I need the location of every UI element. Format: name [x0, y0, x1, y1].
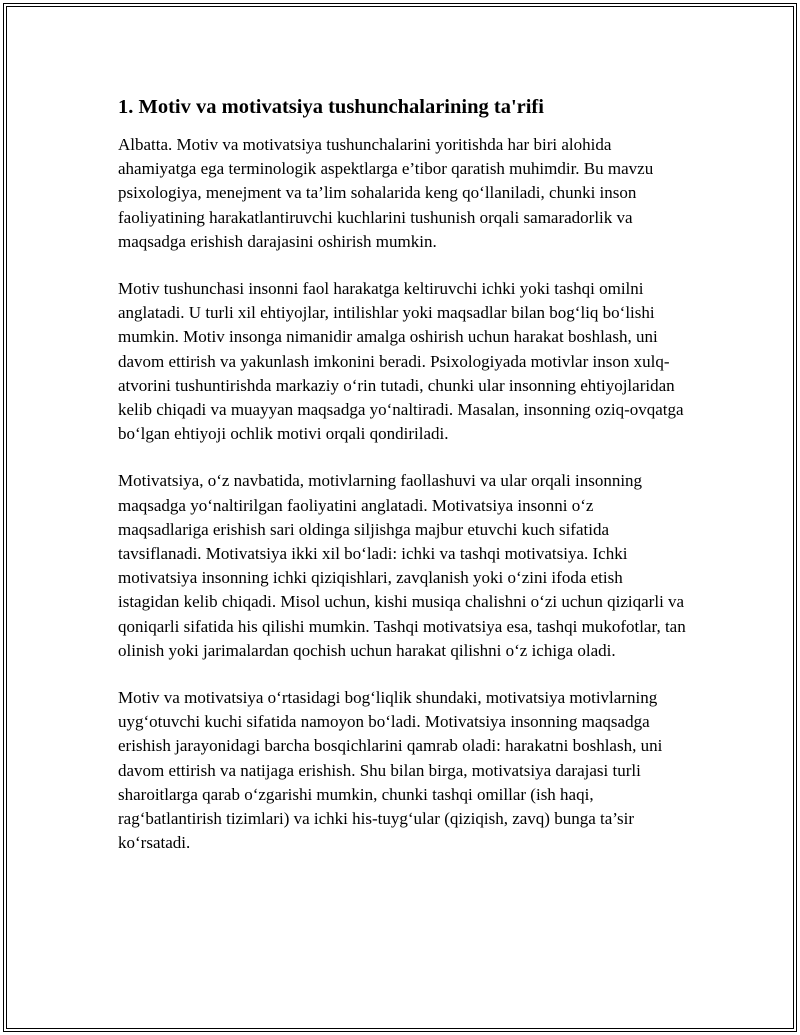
- document-body: [118, 93, 688, 878]
- paragraph-1: Albatta. Motiv va motivatsiya tushunchalarini yoritishda har biri alohida ahamiyatga ega terminologik aspektlarga e’tibor qaratish muhimdir. Bu mavzu psixologiya, menejment va ta’lim sohalarida keng qo‘llaniladi, chunki inson faoliyatining harakatlantiruvchi kuchlarini tushunish orqali samaradorlik va maqsadga erishish darajasini oshirish mumkin.: [118, 135, 654, 251]
- paragraph-4: Motiv va motivatsiya o‘rtasidagi bog‘liqlik shundaki, motivatsiya motivlarning uyg‘otuvchi kuchi sifatida namoyon bo‘ladi. Motivatsiya insonning maqsadga erishish jarayonidagi barcha bosqichlarini qamrab oladi: harakatni boshlash, uni davom ettirish va natijaga erishish. Shu bilan birga, motivatsiya darajasi turli sharoitlarga qarab o‘zgarishi mumkin, chunki tashqi omillar (ish haqi, rag‘batlantirish tizimlari) va ichki his-tuyg‘ular (qiziqish, zavq) bunga ta’sir ko‘rsatadi.: [118, 688, 663, 853]
- paragraph-2: Motiv tushunchasi insonni faol harakatga keltiruvchi ichki yoki tashqi omilni anglatadi. U turli xil ehtiyojlar, intilishlar yoki maqsadlar bilan bog‘liq bo‘lishi mumkin. Motiv insonga nimanidir amalga oshirish uchun harakat boshlash, uni davom ettirish va yakunlash imkonini beradi. Psixologiyada motivlar inson xulq-atvorini tushuntirishda markaziy o‘rin tutadi, chunki ular insonning ehtiyojlaridan kelib chiqadi va muayyan maqsadga yo‘naltiradi. Masalan, insonning oziq-ovqatga bo‘lgan ehtiyoji ochlik motivi orqali qondiriladi.: [118, 279, 684, 444]
- document-title: 1. Motiv va motivatsiya tushunchalarining ta'rifi: [118, 96, 544, 118]
- paragraph-3: Motivatsiya, o‘z navbatida, motivlarning faollashuvi va ular orqali insonning maqsadga yo‘naltirilgan faoliyatini anglatadi. Motivatsiya insonni o‘z maqsadlariga erishish sari oldinga siljishga majbur etuvchi kuch sifatida tavsiflanadi. Motivatsiya ikki xil bo‘ladi: ichki va tashqi motivatsiya. Ichki motivatsiya insonning ichki qiziqishlari, zavqlanish yoki o‘zini ifoda etish istagidan kelib chiqadi. Misol uchun, kishi musiqa chalishni o‘zi uchun qiziqarli va qoniqarli sifatida his qilishi mumkin. Tashqi motivatsiya esa, tashqi mukofotlar, tan olinish yoki jarimalardan qochish uchun harakat qilishni o‘z ichiga oladi.: [118, 471, 686, 660]
